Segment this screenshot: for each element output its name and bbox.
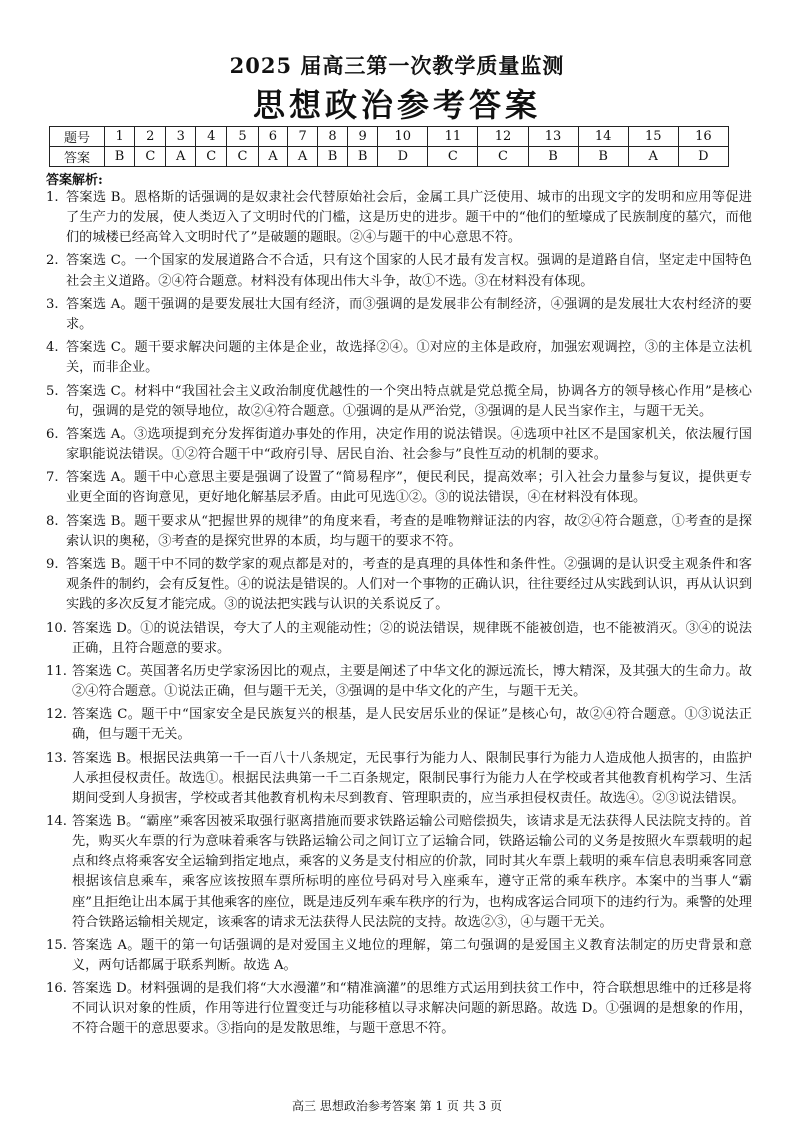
exam-title: 2025 届高三第一次教学质量监测: [229, 53, 565, 78]
item-text: 答案选 C。一个国家的发展道路合不合适，只有这个国家的人民才最有发言权。强调的是道路自信，坚定走中国特色社会主义道路。②④符合题意。材料没有体现出伟大斗争，故①不选。③在材料没有体现。: [66, 253, 752, 289]
analysis-item: [46, 812, 752, 933]
question-number-cell: 4: [196, 127, 227, 147]
item-text: 答案选 B。根据民法典第一千一百八十八条规定，无民事行为能力人、限制民事行为能力人造成他人损害的，由监护人承担侵权责任。故选①。根据民法典第一千二百条规定，限制民事行为能力人在学校或者其他教育机构学习、生活期间受到人身损害，学校或者其他教育机构未尽到教育、管理职责的，应当承担侵权责任。故选④。②③说法错误。: [72, 750, 752, 806]
question-number-cell: 16: [678, 127, 728, 147]
item-text: 答案选 B。题干中不同的数学家的观点都是对的，考查的是真理的具体性和条件性。②强调的是认识受主观条件和客观条件的制约，会有反复性。④的说法是错误的。人们对一个事物的正确认识，往往要经过从实践到认识，再从认识到实践的多次反复才能完成。③的说法把实践与认识的关系说反了。: [66, 557, 752, 613]
item-text: 答案选 A。题干的第一句话强调的是对爱国主义地位的理解，第二句强调的是爱国主义教育法制定的历史背景和意义，两句话都属于联系判断。故选 A。: [72, 937, 752, 973]
item-text: 答案选 B。恩格斯的话强调的是奴隶社会代替原始社会后，金属工具广泛使用、城市的出现文字的发明和应用等促进了生产力的发展，使人类迈入了文明时代的门槛，这是历史的进步。题干中的“他们的堑壕成了民族制度的墓穴，而他们的城楼已经高耸入文明时代了”是破题的题眼。②④与题干的中心意思不符。: [66, 190, 752, 246]
question-number-cell: 13: [528, 127, 578, 147]
item-number: 3.: [46, 296, 59, 312]
item-number: 4.: [46, 340, 59, 356]
question-number-cell: 10: [378, 127, 428, 147]
item-text: 答案选 B。“霸座”乘客因被采取强行驱离措施而要求铁路运输公司赔偿损失，该请求是无法获得人民法院支持的。首先，购买火车票的行为意味着乘客与铁路运输公司之间订立了运输合同，铁路运输公司的义务是按照火车票载明的起点和终点将乘客安全运输到指定地点，乘客的义务是支付相应的价款，同时其火车票上载明的乘车信息表明乘客同意根据该信息乘车，乘客应该按照车票所标明的座位号码对号入座乘车，遵守正常的乘车秩序。本案中的当事人“霸座”且拒绝让出本属于其他乘客的座位，既是违反列车乘车秩序的行为，也构成客运合同项下的违约行为。乘警的处理符合铁路运输相关规定，该乘客的请求无法获得人民法院的支持。故选②③，④与题干无关。: [72, 814, 752, 930]
question-number-cell: 11: [428, 127, 478, 147]
item-number: 9.: [46, 557, 59, 573]
analysis-item: [46, 382, 752, 422]
item-number: 1.: [46, 190, 59, 205]
question-number-cell: 1: [105, 127, 135, 147]
item-number: 7.: [46, 470, 59, 486]
answer-cell: B: [317, 147, 347, 167]
analysis-item: [46, 749, 752, 809]
analysis-item: [46, 425, 752, 465]
answer-cell: D: [378, 147, 428, 167]
analysis-item: [46, 705, 752, 745]
answer-cell: A: [166, 147, 196, 167]
question-number-cell: 12: [478, 127, 528, 147]
item-number: 12.: [46, 707, 67, 723]
answer-cell: B: [578, 147, 628, 167]
item-number: 13.: [46, 750, 67, 766]
item-number: 15.: [46, 937, 67, 953]
item-number: 6.: [46, 426, 59, 442]
analysis-item: [46, 662, 752, 702]
answer-cell: C: [227, 147, 258, 167]
answer-table: [49, 126, 729, 167]
analysis-item: [46, 338, 752, 378]
analysis-item: [46, 979, 752, 1039]
answer-cell: D: [678, 147, 728, 167]
question-number-cell: 2: [135, 127, 166, 147]
item-text: 答案选 B。题干要求从“把握世界的规律”的角度来看，考查的是唯物辩证法的内容，故②④符合题意，①考查的是探索认识的奥秘，③考查的是探究世界的本质，均与题干的要求不符。: [66, 513, 752, 549]
item-text: 答案选 C。材料中“我国社会主义政治制度优越性的一个突出特点就是党总揽全局，协调各方的领导核心作用”是核心句，强调的是党的领导地位，故②④符合题意。①强调的是从严治党，③强调的是人民当家作主，与题干无关。: [66, 383, 752, 419]
item-text: 答案选 C。题干中“国家安全是民族复兴的根基，是人民安居乐业的保证”是核心句，故②④符合题意。①③说法正确，但与题干无关。: [72, 707, 752, 743]
answer-cell: C: [196, 147, 227, 167]
answer-cell: C: [428, 147, 478, 167]
answer-row: [50, 147, 729, 167]
item-text: 答案选 D。材料强调的是我们将“大水漫灌”和“精准滴灌”的思维方式运用到扶贫工作中，符合联想思维中的迁移是将不同认识对象的性质，作用等进行位置变迁与功能移植以寻求解决问题的新思路。故选 D。①强调的是想象的作用，不符合题干的意思要求。③指向的是发散思维，与题干意思不符。: [72, 981, 752, 1037]
analysis-item: [46, 188, 752, 248]
subject-title: 思想政治参考答案: [252, 86, 541, 124]
page-footer: 高三 思想政治参考答案 第 1 页 共 3 页: [292, 1099, 502, 1113]
item-number: 11.: [46, 663, 67, 679]
question-number-cell: 3: [166, 127, 196, 147]
answer-cell: B: [348, 147, 378, 167]
analysis-item: [46, 251, 752, 291]
answer-cell: B: [105, 147, 135, 167]
answer-cell: A: [628, 147, 678, 167]
question-number-header: 题号: [50, 127, 105, 147]
analysis-item: [46, 512, 752, 552]
question-number-cell: 5: [227, 127, 258, 147]
answer-cell: B: [528, 147, 578, 167]
analysis-item: [46, 555, 752, 615]
analysis-item: [46, 295, 752, 335]
question-number-cell: 7: [288, 127, 318, 147]
item-text: 答案选 C。英国著名历史学家汤因比的观点，主要是阐述了中华文化的源远流长，博大精深，及其强大的生命力。故②④符合题意。①说法正确，但与题干无关，③强调的是中华文化的产生，与题干无关。: [72, 663, 752, 700]
item-number: 2.: [46, 253, 59, 269]
question-number-cell: 9: [348, 127, 378, 147]
answer-header: 答案: [50, 147, 105, 167]
item-number: 10.: [46, 620, 67, 636]
answer-cell: C: [478, 147, 528, 167]
item-number: 5.: [46, 383, 59, 399]
item-text: 答案选 D。①的说法错误，夸大了人的主观能动性；②的说法错误，规律既不能被创造，也不能被消灭。③④的说法正确，且符合题意的要求。: [72, 620, 752, 656]
analysis-list: [46, 188, 752, 1043]
item-number: 16.: [46, 981, 67, 997]
question-number-cell: 15: [628, 127, 678, 147]
analysis-item: [46, 468, 752, 508]
analysis-heading: 答案解析:: [46, 173, 103, 188]
question-number-cell: 14: [578, 127, 628, 147]
question-number-cell: 6: [258, 127, 288, 147]
analysis-item: [46, 619, 752, 659]
item-text: 答案选 A。题干强调的是要发展壮大国有经济，而③强调的是发展非公有制经济，④强调的是发展壮大农村经济的要求。: [66, 296, 752, 332]
item-text: 答案选 A。③选项提到充分发挥街道办事处的作用，决定作用的说法错误。④选项中社区不是国家机关，依法履行国家职能说法错误。①②符合题干中“政府引导、居民自治、社会参与”良性互动的机制的要求。: [66, 426, 752, 463]
item-number: 14.: [46, 814, 67, 830]
question-number-cell: 8: [317, 127, 347, 147]
answer-cell: C: [135, 147, 166, 167]
question-number-row: [50, 127, 729, 147]
item-number: 8.: [46, 513, 59, 529]
answer-cell: A: [288, 147, 318, 167]
item-text: 答案选 A。题干中心意思主要是强调了设置了“简易程序”，便民利民，提高效率；引入社会力量参与复议，提供更专业更全面的咨询意见，更好地化解基层矛盾。由此可见选①②。③的说法错误，④在材料没有体现。: [66, 470, 752, 506]
answer-cell: A: [258, 147, 288, 167]
item-text: 答案选 C。题干要求解决问题的主体是企业，故选择②④。①对应的主体是政府，加强宏观调控，③的主体是立法机关，而非企业。: [66, 340, 752, 376]
analysis-item: [46, 936, 752, 976]
